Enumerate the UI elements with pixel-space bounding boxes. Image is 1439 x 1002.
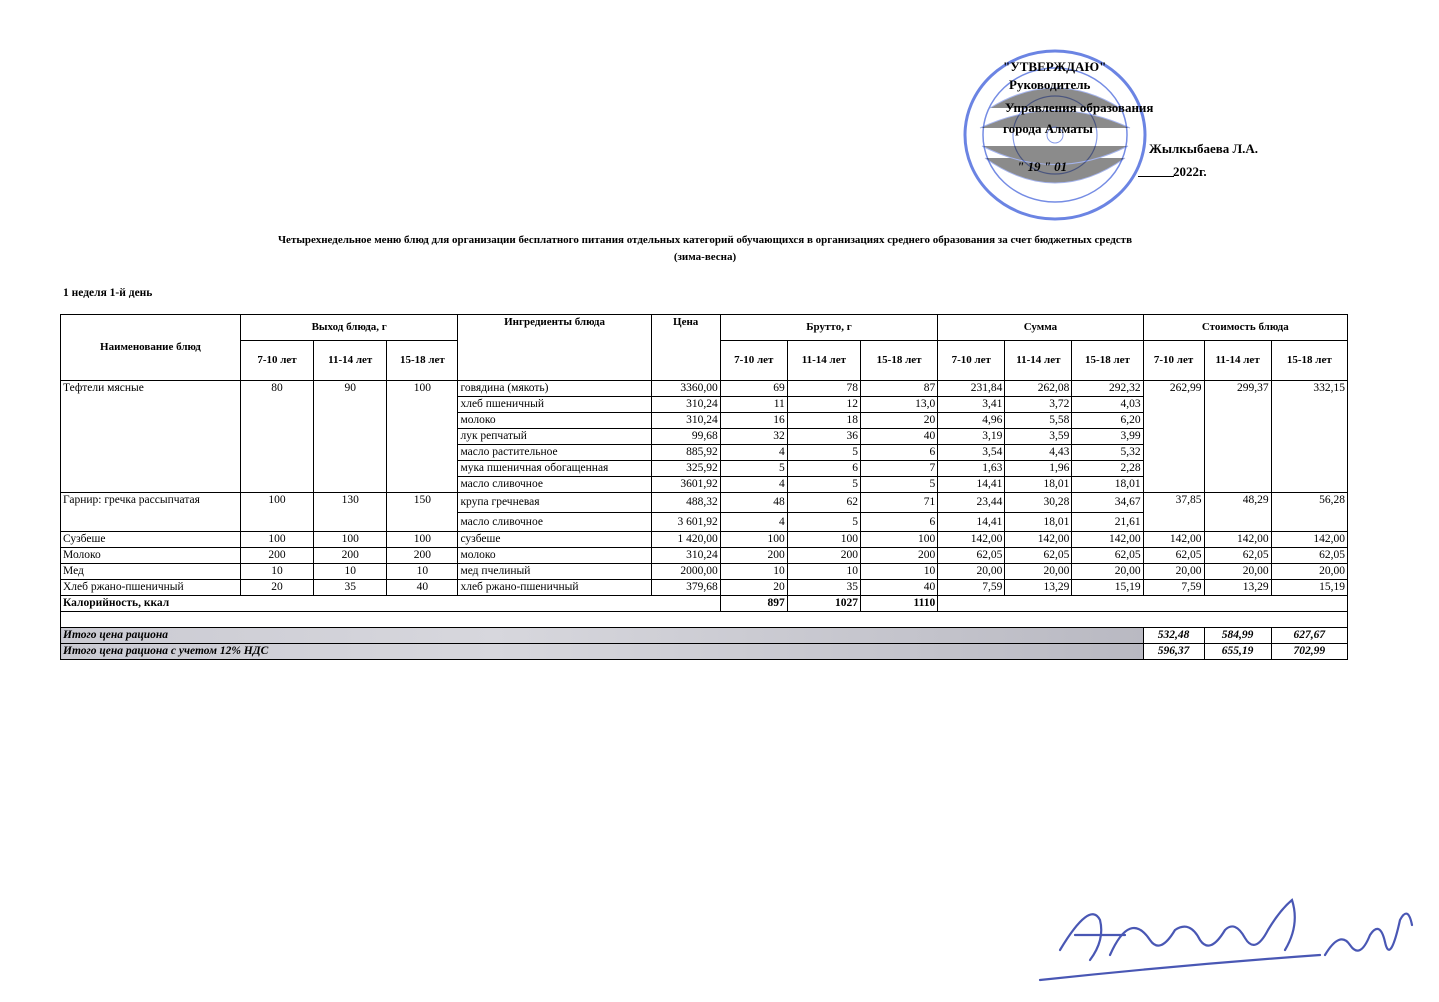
sum-age2: 18,01 (1005, 477, 1072, 493)
document-title-block (60, 232, 1350, 266)
cost-age1: 7,59 (1143, 580, 1204, 596)
gross-age3: 200 (860, 548, 937, 564)
gross-age1: 4 (720, 477, 787, 493)
ingredient-name: молоко (458, 413, 651, 429)
gross-age2: 12 (787, 397, 860, 413)
ingredient-name: крупа гречневая (458, 493, 651, 513)
dish-name: Мед (61, 564, 241, 580)
total-age2: 584,99 (1204, 628, 1271, 644)
gross-age3: 40 (860, 580, 937, 596)
cost-age2: 48,29 (1204, 493, 1271, 532)
sum-age2: 262,08 (1005, 381, 1072, 397)
table-row (61, 564, 1348, 580)
total-age1: 596,37 (1143, 644, 1204, 660)
menu-table (60, 314, 1348, 660)
total-age3: 702,99 (1271, 644, 1347, 660)
table-row (61, 548, 1348, 564)
header-dish-name: Наименование блюд (61, 315, 241, 381)
gross-age1: 200 (720, 548, 787, 564)
sum-age2: 62,05 (1005, 548, 1072, 564)
header-sum: Сумма (938, 315, 1143, 341)
cost-age2: 299,37 (1204, 381, 1271, 493)
cost-age3: 142,00 (1271, 532, 1347, 548)
gross-age1: 5 (720, 461, 787, 477)
sum-age1: 231,84 (938, 381, 1005, 397)
gross-age3: 87 (860, 381, 937, 397)
header-yield: Выход блюда, г (240, 315, 458, 341)
sum-age3: 4,03 (1072, 397, 1143, 413)
cost-age1: 62,05 (1143, 548, 1204, 564)
ingredient-name: хлеб ржано-пшеничный (458, 580, 651, 596)
yield-age2: 130 (314, 493, 387, 532)
header-price: Цена (651, 315, 720, 381)
gross-age1: 100 (720, 532, 787, 548)
calories-label: Калорийность, ккал (61, 596, 721, 612)
document-subtitle: (зима-весна) (673, 251, 737, 263)
dish-name: Хлеб ржано-пшеничный (61, 580, 241, 596)
ingredient-name: масло сливочное (458, 477, 651, 493)
sum-age1: 14,41 (938, 477, 1005, 493)
approval-city: города Алматы (1003, 121, 1093, 136)
header-cost-age1: 7-10 лет (1143, 341, 1204, 381)
table-row (61, 381, 1348, 397)
cost-age1: 142,00 (1143, 532, 1204, 548)
approval-signatory: Жылкыбаева Л.А. (1149, 141, 1259, 156)
sum-age1: 3,54 (938, 445, 1005, 461)
yield-age1: 200 (240, 548, 313, 564)
gross-age2: 100 (787, 532, 860, 548)
ingredient-price: 310,24 (651, 397, 720, 413)
sum-age3: 6,20 (1072, 413, 1143, 429)
sum-age2: 4,43 (1005, 445, 1072, 461)
handwritten-signature (1030, 880, 1430, 1000)
sum-age3: 142,00 (1072, 532, 1143, 548)
sum-age2: 1,96 (1005, 461, 1072, 477)
sum-age1: 4,96 (938, 413, 1005, 429)
yield-age3: 100 (387, 381, 458, 493)
ingredient-name: мед пчелиный (458, 564, 651, 580)
ingredient-price: 310,24 (651, 548, 720, 564)
sum-age1: 3,41 (938, 397, 1005, 413)
ingredient-price: 488,32 (651, 493, 720, 513)
gross-age3: 5 (860, 477, 937, 493)
header-cost: Стоимость блюда (1143, 315, 1347, 341)
sum-age3: 18,01 (1072, 477, 1143, 493)
gross-age3: 100 (860, 532, 937, 548)
yield-age3: 150 (387, 493, 458, 532)
header-gross-age1: 7-10 лет (720, 341, 787, 381)
gross-age1: 20 (720, 580, 787, 596)
ingredient-price: 3601,92 (651, 477, 720, 493)
sum-age3: 34,67 (1072, 493, 1143, 513)
header-cost-age3: 15-18 лет (1271, 341, 1347, 381)
gross-age2: 78 (787, 381, 860, 397)
gross-age3: 10 (860, 564, 937, 580)
header-sum-age2: 11-14 лет (1005, 341, 1072, 381)
gross-age3: 6 (860, 513, 937, 532)
sum-age3: 21,61 (1072, 513, 1143, 532)
calories-age2: 1027 (787, 596, 860, 612)
sum-age2: 18,01 (1005, 513, 1072, 532)
sum-age3: 292,32 (1072, 381, 1143, 397)
gross-age3: 20 (860, 413, 937, 429)
cost-age2: 20,00 (1204, 564, 1271, 580)
cost-age3: 20,00 (1271, 564, 1347, 580)
calories-age3: 1110 (860, 596, 937, 612)
ingredient-name: сузбеше (458, 532, 651, 548)
cost-age1: 20,00 (1143, 564, 1204, 580)
sum-age1: 3,19 (938, 429, 1005, 445)
sum-age2: 3,72 (1005, 397, 1072, 413)
approval-position: Руководитель (1009, 77, 1091, 92)
cost-age2: 142,00 (1204, 532, 1271, 548)
total-age3: 627,67 (1271, 628, 1347, 644)
dish-name: Молоко (61, 548, 241, 564)
header-yield-age2: 11-14 лет (314, 341, 387, 381)
sum-age1: 62,05 (938, 548, 1005, 564)
yield-age2: 100 (314, 532, 387, 548)
cost-age2: 13,29 (1204, 580, 1271, 596)
header-gross-age2: 11-14 лет (787, 341, 860, 381)
cost-age2: 62,05 (1204, 548, 1271, 564)
gross-age2: 5 (787, 513, 860, 532)
gross-age2: 6 (787, 461, 860, 477)
gross-age2: 35 (787, 580, 860, 596)
yield-age2: 90 (314, 381, 387, 493)
sum-age2: 13,29 (1005, 580, 1072, 596)
total-row (61, 644, 1348, 660)
gross-age2: 200 (787, 548, 860, 564)
gross-age2: 18 (787, 413, 860, 429)
sum-age1: 1,63 (938, 461, 1005, 477)
sum-age1: 7,59 (938, 580, 1005, 596)
gross-age1: 4 (720, 445, 787, 461)
spacer-row (61, 612, 1348, 628)
cost-age3: 56,28 (1271, 493, 1347, 532)
yield-age1: 100 (240, 493, 313, 532)
gross-age2: 62 (787, 493, 860, 513)
dish-name: Тефтели мясные (61, 381, 241, 493)
gross-age2: 5 (787, 445, 860, 461)
approval-date-day: " 19 " 01 (1017, 159, 1068, 174)
gross-age1: 32 (720, 429, 787, 445)
sum-age3: 15,19 (1072, 580, 1143, 596)
document-title: Четырехнедельное меню блюд для организации бесплатного питания отдельных категорий обучающихся в организациях среднего образования за счет бюджетных средств (277, 234, 1133, 246)
yield-age1: 20 (240, 580, 313, 596)
gross-age1: 48 (720, 493, 787, 513)
sum-age1: 14,41 (938, 513, 1005, 532)
header-ingredients: Ингредиенты блюда (458, 315, 651, 381)
header-gross: Брутто, г (720, 315, 938, 341)
gross-age1: 69 (720, 381, 787, 397)
gross-age1: 10 (720, 564, 787, 580)
sum-age2: 20,00 (1005, 564, 1072, 580)
sum-age1: 20,00 (938, 564, 1005, 580)
cost-age1: 262,99 (1143, 381, 1204, 493)
spacer-cell (61, 612, 1348, 628)
sum-age2: 5,58 (1005, 413, 1072, 429)
header-cost-age2: 11-14 лет (1204, 341, 1271, 381)
gross-age3: 40 (860, 429, 937, 445)
header-sum-age3: 15-18 лет (1072, 341, 1143, 381)
sum-age1: 142,00 (938, 532, 1005, 548)
dish-name: Сузбеше (61, 532, 241, 548)
day-label: 1 неделя 1-й день (63, 287, 153, 299)
approval-title: "УТВЕРЖДАЮ" (1003, 59, 1107, 74)
ingredient-name: говядина (мякоть) (458, 381, 651, 397)
sum-age1: 23,44 (938, 493, 1005, 513)
date-underline (1138, 176, 1174, 177)
gross-age1: 16 (720, 413, 787, 429)
gross-age3: 7 (860, 461, 937, 477)
cost-age3: 332,15 (1271, 381, 1347, 493)
ingredient-name: масло растительное (458, 445, 651, 461)
sum-age3: 5,32 (1072, 445, 1143, 461)
total-row (61, 628, 1348, 644)
calories-row (61, 596, 1348, 612)
ingredient-name: масло сливочное (458, 513, 651, 532)
gross-age3: 71 (860, 493, 937, 513)
yield-age3: 100 (387, 532, 458, 548)
ingredient-price: 3360,00 (651, 381, 720, 397)
header-gross-age3: 15-18 лет (860, 341, 937, 381)
calories-age1: 897 (720, 596, 787, 612)
gross-age3: 6 (860, 445, 937, 461)
dish-name: Гарнир: гречка рассыпчатая (61, 493, 241, 532)
total-age2: 655,19 (1204, 644, 1271, 660)
total-label: Итого цена рациона с учетом 12% НДС (61, 644, 1144, 660)
cost-age3: 15,19 (1271, 580, 1347, 596)
yield-age1: 80 (240, 381, 313, 493)
gross-age3: 13,0 (860, 397, 937, 413)
ingredient-price: 1 420,00 (651, 532, 720, 548)
gross-age2: 36 (787, 429, 860, 445)
sum-age2: 142,00 (1005, 532, 1072, 548)
table-row (61, 580, 1348, 596)
gross-age2: 5 (787, 477, 860, 493)
ingredient-price: 2000,00 (651, 564, 720, 580)
ingredient-name: хлеб пшеничный (458, 397, 651, 413)
cost-age1: 37,85 (1143, 493, 1204, 532)
yield-age2: 10 (314, 564, 387, 580)
header-yield-age1: 7-10 лет (240, 341, 313, 381)
yield-age3: 40 (387, 580, 458, 596)
ingredient-name: молоко (458, 548, 651, 564)
ingredient-price: 3 601,92 (651, 513, 720, 532)
yield-age3: 10 (387, 564, 458, 580)
gross-age1: 11 (720, 397, 787, 413)
sum-age2: 3,59 (1005, 429, 1072, 445)
menu-table-body (61, 381, 1348, 660)
yield-age2: 35 (314, 580, 387, 596)
header-sum-age1: 7-10 лет (938, 341, 1005, 381)
table-row (61, 532, 1348, 548)
sum-age3: 62,05 (1072, 548, 1143, 564)
sum-age3: 2,28 (1072, 461, 1143, 477)
sum-age3: 3,99 (1072, 429, 1143, 445)
yield-age2: 200 (314, 548, 387, 564)
ingredient-price: 99,68 (651, 429, 720, 445)
cost-age3: 62,05 (1271, 548, 1347, 564)
header-yield-age3: 15-18 лет (387, 341, 458, 381)
gross-age1: 4 (720, 513, 787, 532)
sum-age2: 30,28 (1005, 493, 1072, 513)
yield-age1: 100 (240, 532, 313, 548)
calories-empty (938, 596, 1348, 612)
ingredient-name: лук репчатый (458, 429, 651, 445)
ingredient-price: 379,68 (651, 580, 720, 596)
yield-age3: 200 (387, 548, 458, 564)
approval-department: Управления образования (1005, 100, 1154, 115)
total-label: Итого цена рациона (61, 628, 1144, 644)
ingredient-price: 310,24 (651, 413, 720, 429)
yield-age1: 10 (240, 564, 313, 580)
approval-date-year: 2022г. (1173, 164, 1207, 179)
ingredient-name: мука пшеничная обогащенная (458, 461, 651, 477)
sum-age3: 20,00 (1072, 564, 1143, 580)
ingredient-price: 325,92 (651, 461, 720, 477)
total-age1: 532,48 (1143, 628, 1204, 644)
table-row (61, 493, 1348, 513)
ingredient-price: 885,92 (651, 445, 720, 461)
gross-age2: 10 (787, 564, 860, 580)
